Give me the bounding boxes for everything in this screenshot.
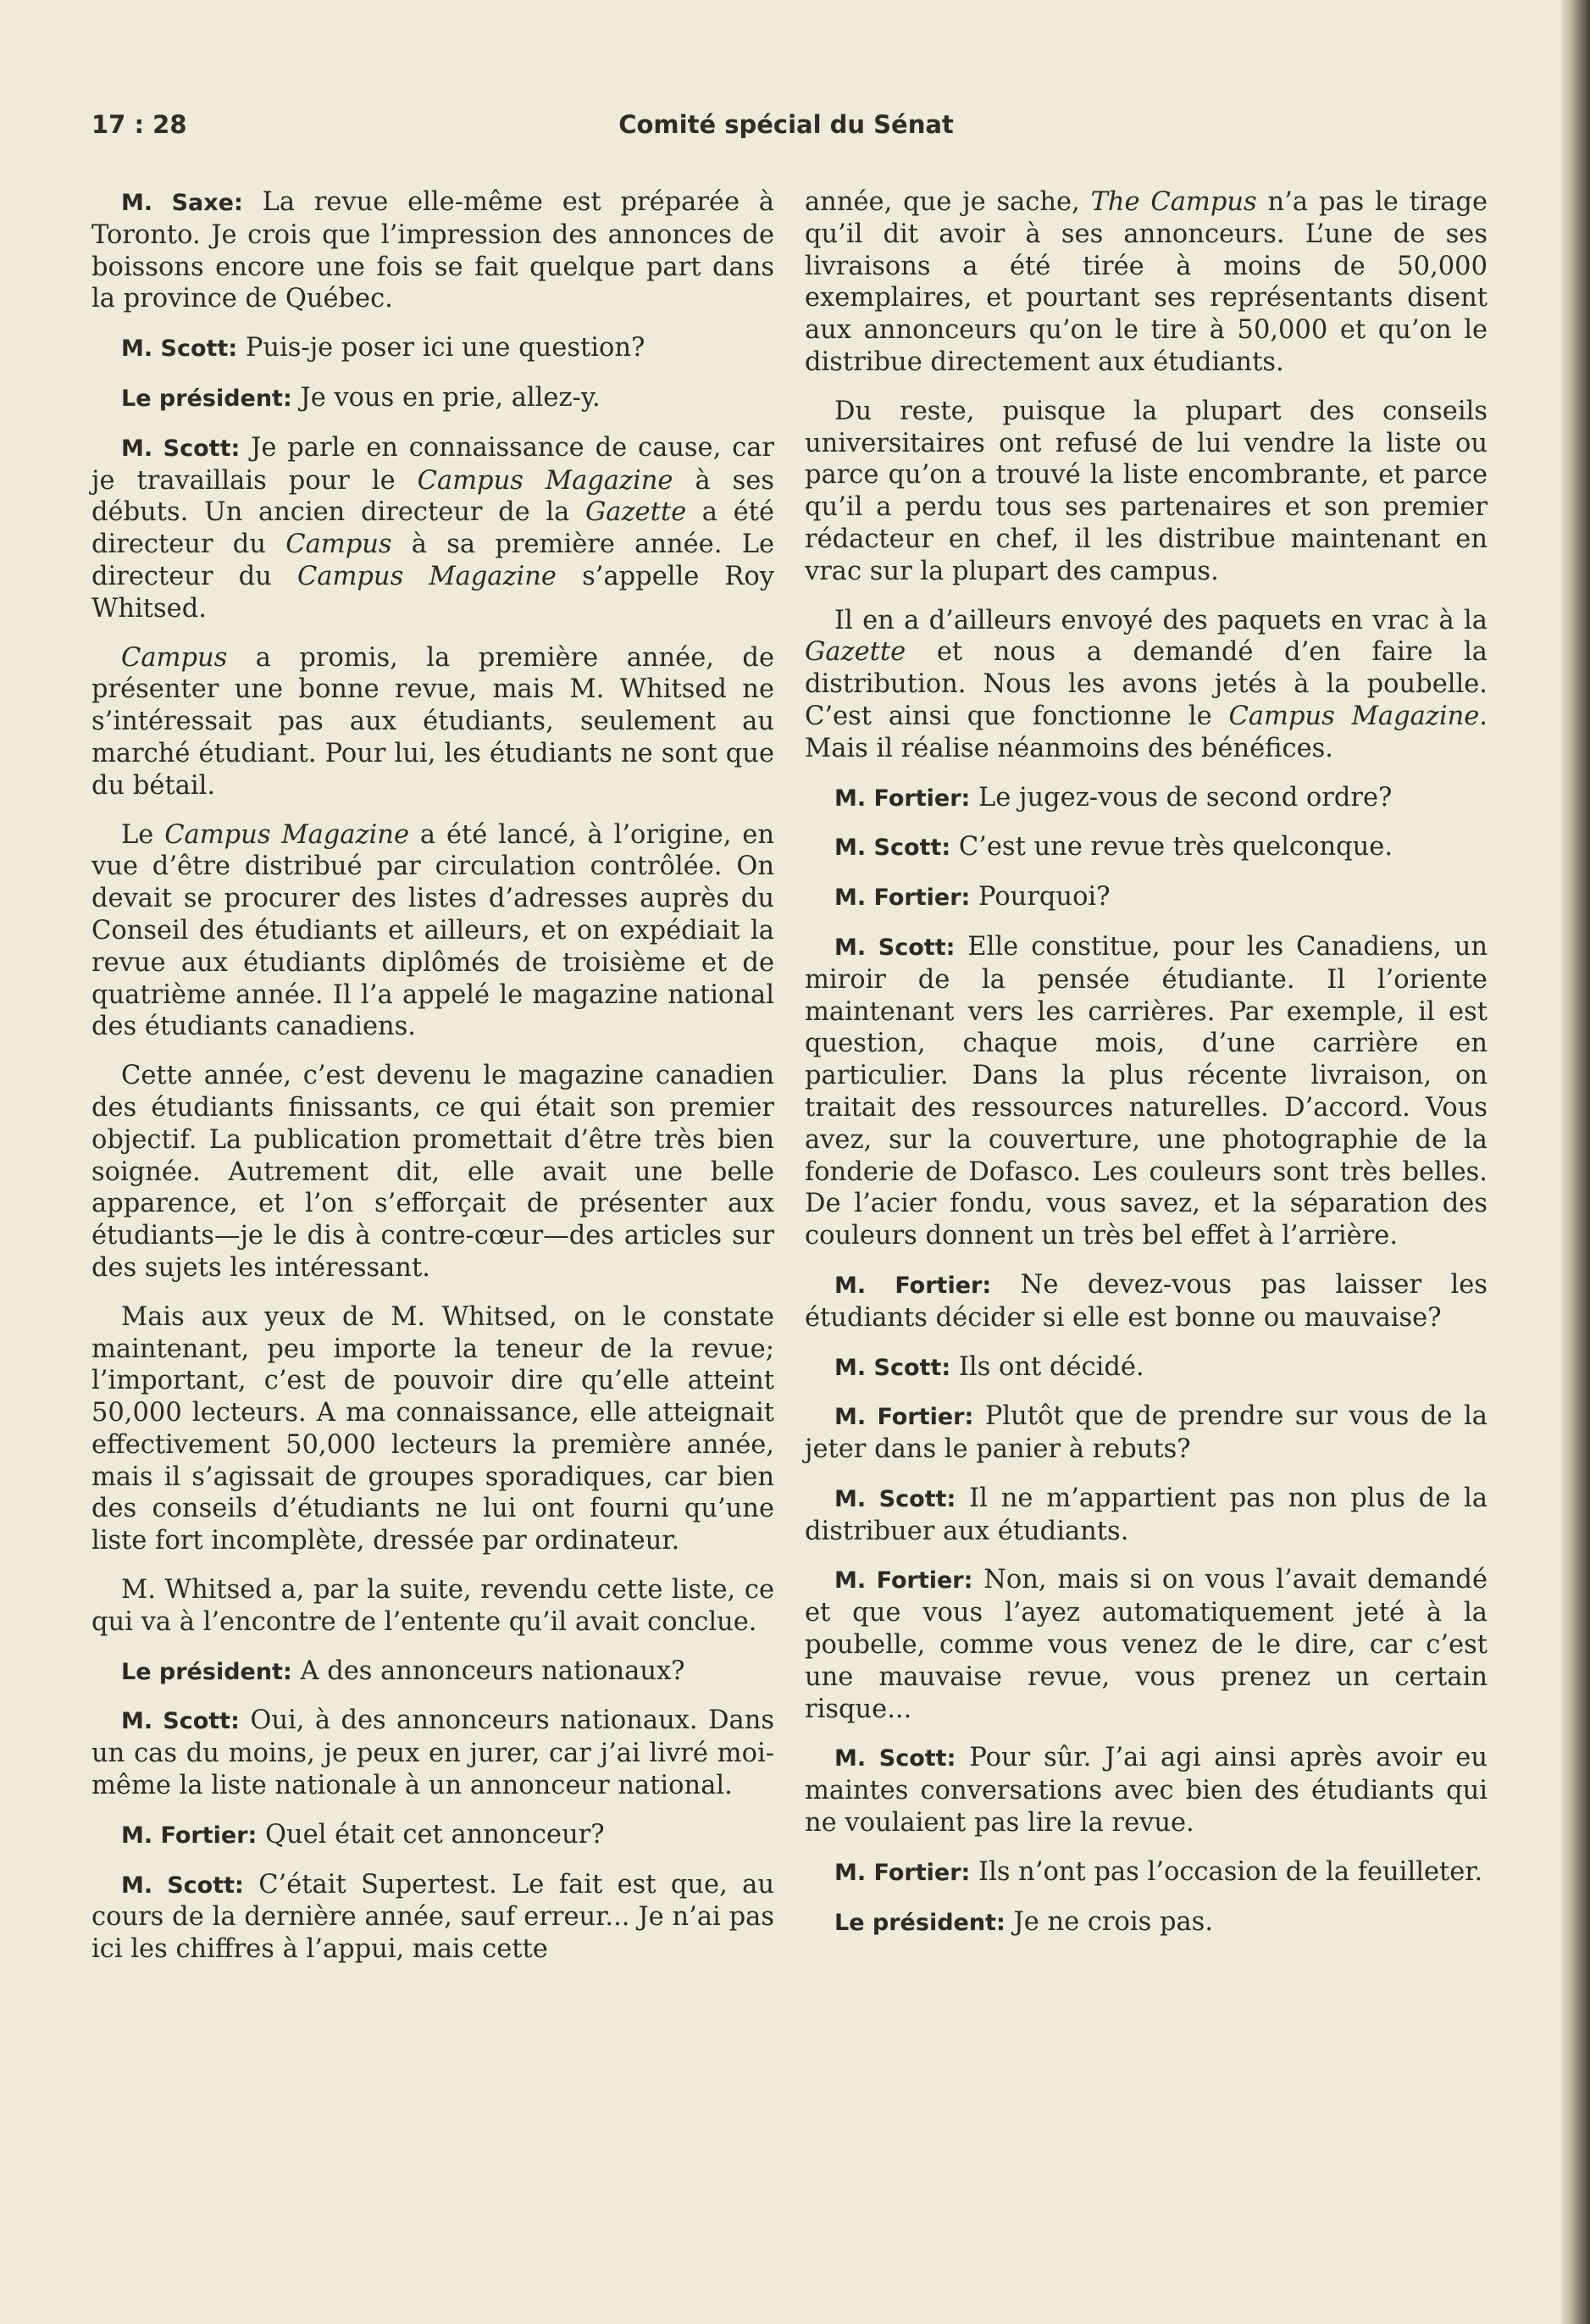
paragraph-text: à sa première année. Le directeur du [91,530,775,591]
speaker-label: M. Fortier: [834,785,971,812]
paragraph-text: Je ne crois pas. [1013,1906,1214,1937]
paragraph-text: Cette année, c’est devenu le magazine canadien des étudiants finissants, ce qui était son premier objectif. La publication promettait d’être très bien soignée. Autrement dit, elle avait une belle apparence, et l’on s’efforçait de présenter aux étudiants—je le dis à contre-cœur—des articles sur des sujets les intéressant. [91,1061,774,1283]
paragraph [91,819,774,1044]
paragraph [805,1856,1488,1889]
paragraph [805,831,1488,864]
paragraph-text: M. Whitsed a, par la suite, revendu cette liste, ce qui va à l’encontre de l’entente qu’il avait conclue. [91,1575,774,1637]
paragraph-text: et nous a demandé d’en faire la distribution. Nous les avons jetés à la poubelle. C’est ainsi que fonctionne le [805,637,1488,731]
italic-title: Campus [121,642,228,673]
paragraph-text: Le [121,819,165,850]
paragraph-text: Non, mais si on vous l’avait demandé et que vous l’ayez automatiquement jeté à la poubelle, comme vous venez de le dire, car c’est une mauvaise revue, vous prenez un certain risque... [805,1565,1488,1724]
paragraph-text: Ne devez-vous pas laisser les étudiants décider si elle est bonne ou mauvaise? [805,1269,1488,1333]
speaker-label: M. Scott: [834,1745,956,1772]
paragraph [805,881,1488,914]
speaker-label: Le président: [121,385,292,412]
paragraph-text: Quel était cet annonceur? [265,1819,605,1850]
italic-title: Campus Magazine [296,561,557,591]
speaker-label: M. Scott: [121,336,238,363]
paragraph [91,642,774,802]
paragraph-text: Elle constitue, pour les Canadiens, un miroir de la pensée étudiante. Il l’oriente maintenant vers les carrières. Par exemple, il est question, chaque mois, d’une carrière en particulier. Dans la plus récente livraison, on traitait des ressources naturelles. D’accord. Vous avez, sur la couverture, une photographie de la fonderie de Dofasco. Les couleurs sont très belles. De l’acier fondu, vous savez, et la séparation des couleurs donnent un très bel effet à l’arrière. [805,931,1488,1251]
paragraph [91,1705,774,1801]
paragraph [91,1301,774,1557]
paragraph-text: a été lancé, à l’origine, en vue d’être distribué par circulation contrôlée. On devait se procurer des listes d’adresses auprès du Conseil des étudiants et ailleurs, et on expédiait la revue aux étudiants diplômés de troisième et de quatrième année. Il l’a appelé le magazine national des étudiants canadiens. [91,819,774,1042]
page-header [91,110,1481,153]
paragraph [91,1574,774,1639]
speaker-label: M. Fortier: [121,1822,258,1849]
left-column [91,186,774,1983]
paragraph [805,931,1488,1252]
paragraph-text: n’a pas le tirage qu’il dit avoir à ses annonceurs. L’une de ses livraisons a été tirée à moins de 50,000 exemplaires, et pourtant ses représentants disent aux annonceurs qu’on le tire à 50,000 et qu’on le distribue directement aux étudiants. [805,187,1488,377]
speaker-label: M. Scott: [834,1354,951,1381]
paragraph [805,605,1488,765]
paragraph-text: a promis, la première année, de présenter une bonne revue, mais M. Whitsed ne s’intéressait pas aux étudiants, seulement au marché étudiant. Pour lui, les étudiants ne sont que du bétail. [91,642,774,801]
paragraph-text: Ils ont décidé. [958,1351,1144,1382]
italic-title: The Campus [1090,187,1257,217]
speaker-label: M. Fortier: [834,1567,973,1595]
speaker-label: M. Scott: [834,934,956,961]
speaker-label: M. Fortier: [834,1859,971,1886]
running-title: Comité spécial du Sénat [618,110,954,139]
paragraph-text: s’appelle Roy Whitsed. [91,561,774,624]
italic-title: Campus Magazine. [1228,701,1488,731]
paragraph-text: Ils n’ont pas l’occasion de la feuilleter. [978,1856,1483,1887]
speaker-label: M. Saxe: [121,190,243,216]
paragraph-text: a été directeur du [91,497,774,560]
paragraph-text: Pourquoi? [978,882,1111,912]
speaker-label: M. Scott: [834,1485,956,1512]
paragraph [805,782,1488,815]
paragraph [91,1656,774,1689]
paragraph [805,1351,1488,1384]
paragraph-text: Du reste, puisque la plupart des conseils universitaires ont refusé de lui vendre la liste ou parce qu’on a trouvé la liste encombrante, et parce qu’il a perdu tous ses partenaires et son premier rédacteur en chef, il les distribue maintenant en vrac sur la plupart des campus. [805,396,1488,586]
page-number: 17 : 28 [91,110,187,139]
paragraph [91,432,774,625]
paragraph-text: La revue elle-même est préparée à Toronto. Je crois que l’impression des annonces de boissons encore une fois se fait quelque part dans la province de Québec. [91,187,774,314]
paragraph [805,396,1488,588]
paragraph [805,186,1488,379]
speaker-label: M. Fortier: [834,1404,974,1431]
paragraph-text: Je vous en prie, allez-y. [300,382,601,413]
paragraph-text: Oui, à des annonceurs nationaux. Dans un cas du moins, je peux en jurer, car j’ai livré moi-même la liste nationale à un annonceur national. [91,1706,774,1801]
paragraph [805,1564,1488,1725]
speaker-label: M. Scott: [121,1872,244,1899]
paragraph [805,1269,1488,1334]
italic-title: Campus Magazine [164,819,409,850]
paragraph-text: Pour sûr. J’ai agi ainsi après avoir eu maintes conversations avec bien des étudiants qui ne voulaient pas lire la revue. [805,1743,1488,1839]
speaker-label: M. Scott: [834,835,951,862]
paragraph [91,1819,774,1852]
italic-title: Gazette [584,497,687,528]
speaker-label: M. Scott: [121,1708,240,1735]
paragraph [805,1906,1488,1939]
paragraph-text: Puis-je poser ici une question? [245,333,645,363]
paragraph-text: Plutôt que de prendre sur vous de la jeter dans le panier à rebuts? [805,1401,1488,1465]
speaker-label: M. Fortier: [834,1272,992,1299]
paragraph-text: à ses débuts. Un ancien directeur de la [91,465,774,528]
paragraph-text: C’était Supertest. Le fait est que, au cours de la dernière année, sauf erreur... Je n’ai pas ici les chiffres à l’appui, mais cette [91,1869,774,1965]
paragraph-text: Mais aux yeux de M. Whitsed, on le constate maintenant, peu importe la teneur de la revue; l’important, c’est de pouvoir dire qu’elle atteint 50,000 lecteurs. A ma connaissance, elle atteignait effectivement 50,000 lecteurs la première année, mais il s’agissait de groupes sporadiques, car bien des conseils d’étudiants ne lui ont fourni qu’une liste fort incomplète, dressée par ordinateur. [91,1301,774,1556]
right-column [805,186,1488,1955]
book-spine-shadow [1561,0,1590,2324]
italic-title: Gazette [805,637,906,668]
speaker-label: M. Fortier: [834,885,971,912]
paragraph [805,1401,1488,1466]
paragraph [805,1742,1488,1839]
paragraph-text: Il ne m’appartient pas non plus de la distribuer aux étudiants. [805,1483,1488,1546]
paragraph [91,332,774,365]
paragraph [805,1483,1488,1548]
paragraph-text: Je parle en connaissance de cause, car je travaillais pour le [91,432,774,496]
paragraph [91,1060,774,1284]
paragraph [91,186,774,315]
paragraph [91,1869,774,1966]
paragraph-text: C’est une revue très quelconque. [958,832,1393,862]
paragraph-text: année, que je sache, [805,187,1091,217]
paragraph-text: Mais il réalise néanmoins des bénéfices. [805,733,1333,763]
paragraph-text: Il en a d’ailleurs envoyé des paquets en vrac à la [834,605,1488,635]
speaker-label: Le président: [834,1909,1006,1936]
italic-title: Campus Magazine [417,465,673,496]
italic-title: Campus [285,530,392,560]
speaker-label: M. Scott: [121,435,241,462]
paragraph-text: A des annonceurs nationaux? [300,1656,685,1686]
paragraph-text: Le jugez-vous de second ordre? [978,782,1393,813]
paragraph [91,382,774,415]
speaker-label: Le président: [121,1658,292,1685]
